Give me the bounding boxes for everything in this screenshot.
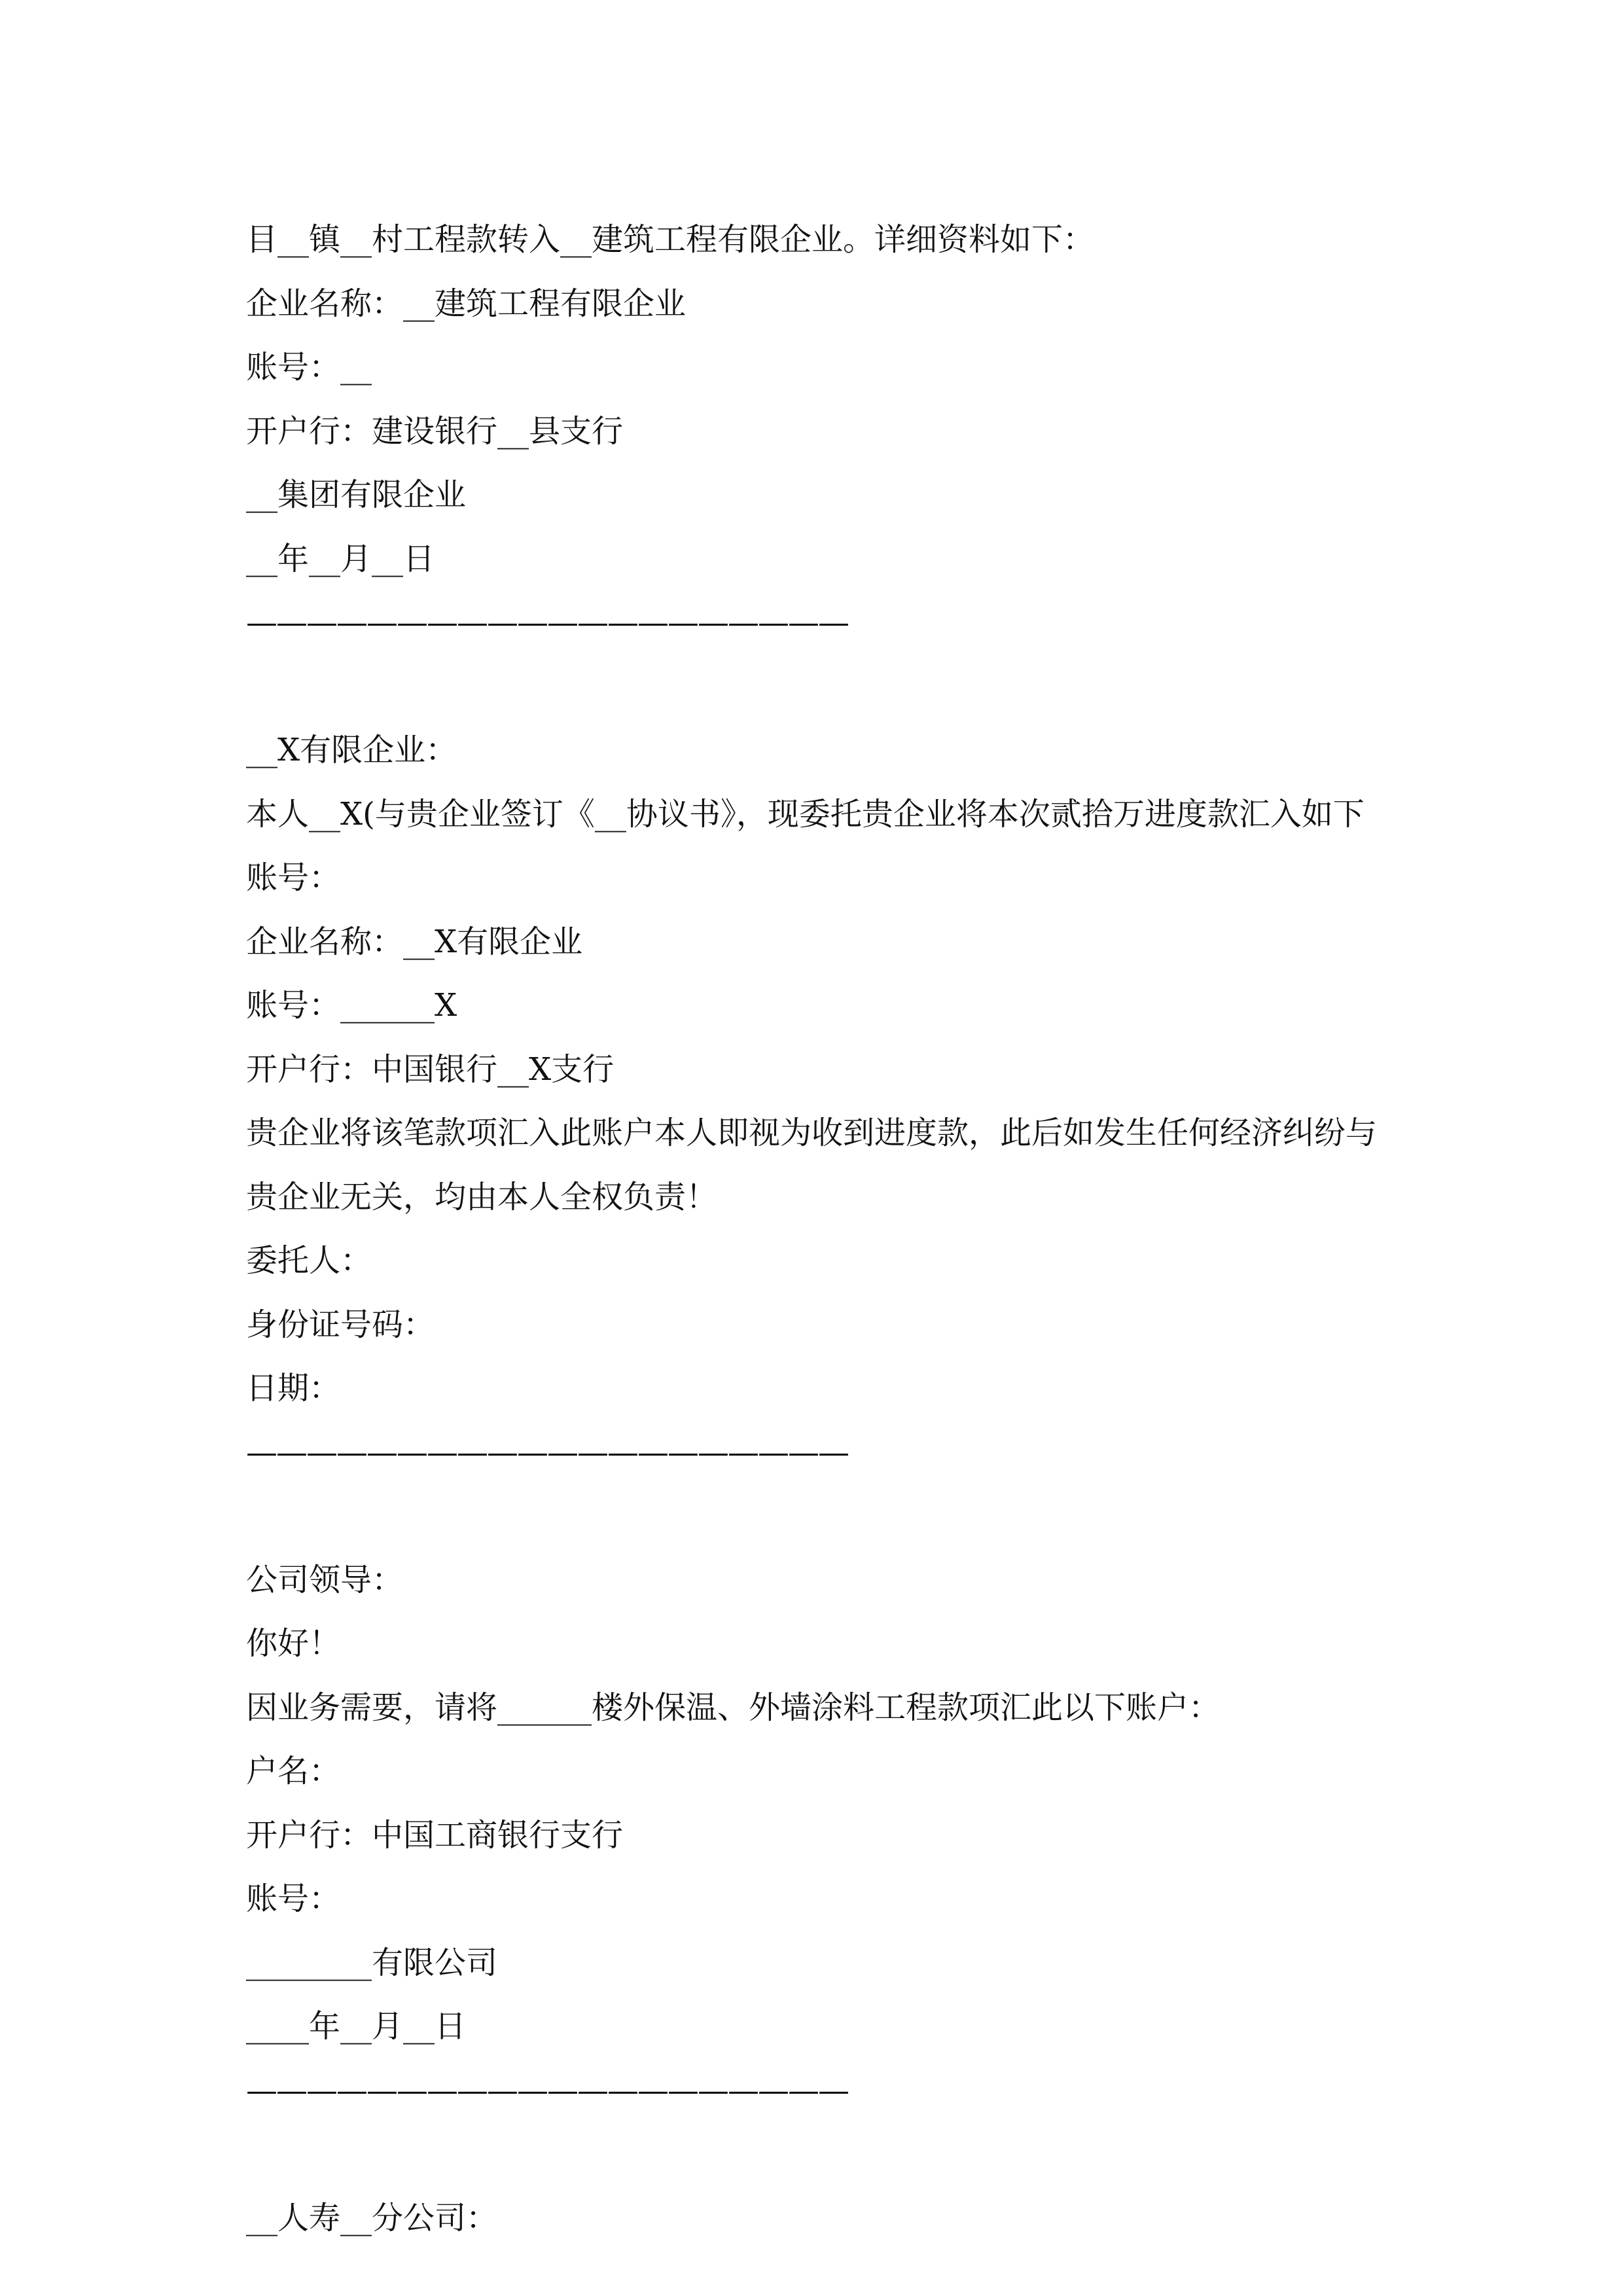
- spacer: [246, 2123, 1385, 2187]
- request-line: 因业务需要，请将______楼外保温、外墙涂料工程款项汇此以下账户：: [246, 1689, 1221, 1726]
- body-paragraph: 本人__X(与贵企业签订《__协议书》，现委托贵企业将本次贰拾万进度款汇入如下账号：: [246, 795, 1364, 896]
- section-project-transfer: [246, 208, 1385, 591]
- date-line: ____年__月__日: [246, 2008, 467, 2045]
- salutation-line: __X有限企业：: [246, 732, 457, 768]
- document-body: [246, 208, 1385, 2250]
- section-insurance-letter: [246, 2187, 1385, 2251]
- signer-line: ________有限公司: [246, 1944, 498, 1981]
- liability-paragraph: 贵企业将该笔款项汇入此账户本人即视为收到进度款，此后如发生任何经济纠纷与贵企业无关，均由本人全权负责！: [246, 1115, 1378, 1215]
- spacer: [246, 655, 1385, 719]
- company-name-line: 企业名称：__建筑工程有限企业: [246, 285, 687, 322]
- account-line: 账号：__: [246, 349, 372, 386]
- id-number-line: 身份证号码：: [246, 1306, 435, 1343]
- bank-line: 开户行：建设银行__县支行: [246, 412, 624, 450]
- spacer: [246, 1484, 1385, 1549]
- account-name-line: 户名：: [246, 1753, 341, 1789]
- salutation-line: 公司领导：: [246, 1561, 404, 1598]
- date-line: 日期：: [246, 1370, 341, 1407]
- greeting-line: 你好！: [246, 1625, 341, 1662]
- bank-line: 开户行：中国工商银行支行: [246, 1816, 624, 1854]
- account-line: 账号：______X: [246, 987, 457, 1024]
- bank-line: 开户行：中国银行__X支行: [246, 1050, 615, 1088]
- section-entrust-letter: [246, 719, 1385, 1421]
- date-line: __年__月__日: [246, 540, 435, 577]
- section-payment-request: [246, 1549, 1385, 2059]
- section-divider: ————————————————————: [246, 1433, 848, 1471]
- salutation-line: __人寿__分公司：: [246, 2199, 498, 2236]
- section-divider: ————————————————————: [246, 2072, 848, 2109]
- principal-line: 委托人：: [246, 1242, 372, 1279]
- section-divider: ————————————————————: [246, 604, 848, 641]
- signer-line: __集团有限企业: [246, 476, 467, 513]
- company-name-line: 企业名称：__X有限企业: [246, 923, 583, 960]
- account-line: 账号：: [246, 1880, 341, 1917]
- intro-line: 目__镇__村工程款转入__建筑工程有限企业。详细资料如下：: [246, 221, 1095, 258]
